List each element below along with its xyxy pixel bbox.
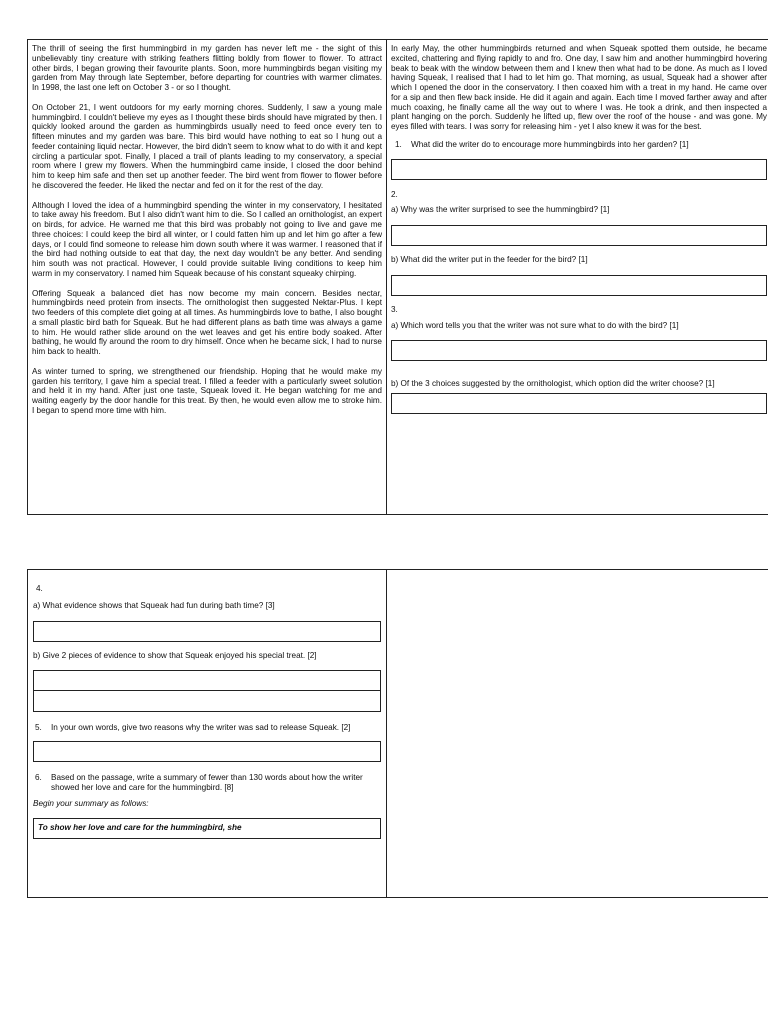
question-5-text: In your own words, give two reasons why the writer was sad to release Squeak. [2] bbox=[51, 723, 351, 733]
question-2a-text: a) Why was the writer surprised to see the hummingbird? [1] bbox=[391, 205, 610, 215]
passage-paragraph: Although I loved the idea of a hummingbird spending the winter in my conservatory, I hesitated to take away his freedom. But I also didn't want him to die. So I called an ornithologist, an expert on birds, for advice. He warned me that this bird was probably not going to live and gave me three choices: I could keep the bird all winter, or I could fatten him up and let him go after a few days, or I could find someone to release him down south where it was warmer. I reasoned that if the bird had nothing outside to eat that day, the next day wouldn't be any better. And sending him south was not practical. However, I could provide suitable living conditions to keep him warm in my conservatory. I named him Squeak because of his constant squeaky chirping. bbox=[32, 200, 382, 278]
answer-box-q1[interactable] bbox=[391, 159, 767, 180]
question-5-number: 5. bbox=[35, 723, 42, 733]
summary-lead-text: To show her love and care for the hummingbird, she bbox=[38, 823, 242, 833]
answer-box-q4a[interactable] bbox=[33, 621, 381, 642]
question-2b-text: b) What did the writer put in the feeder for the bird? [1] bbox=[391, 255, 588, 264]
question-1-number: 1. bbox=[395, 139, 402, 149]
question-6 bbox=[35, 773, 381, 793]
answer-box-q3b[interactable] bbox=[391, 393, 767, 414]
summary-answer-box[interactable] bbox=[33, 818, 381, 839]
question-6-text: Based on the passage, write a summary of fewer than 130 words about how the writer showed her love and care for the hummingbird. [8] bbox=[51, 773, 363, 792]
answer-box-q5[interactable] bbox=[33, 741, 381, 762]
worksheet-page-2 bbox=[27, 569, 768, 898]
passage-column bbox=[28, 40, 386, 514]
questions-column bbox=[28, 570, 386, 897]
question-1-text: What did the writer do to encourage more hummingbirds into her garden? [1] bbox=[411, 139, 689, 149]
question-4a-text: a) What evidence shows that Squeak had fun during bath time? [3] bbox=[33, 600, 275, 610]
answer-box-q3a[interactable] bbox=[391, 340, 767, 361]
passage-paragraph: As winter turned to spring, we strengthened our friendship. Hoping that he would make my garden his territory, I gave him a special treat. I filled a feeder with a particularly sweet solution and held it in my hand. After just one taste, Squeak loved it. He began watching for me and waiting eagerly by the door handle for this treat. By then, he would even allow me to stroke him. I began to spend more time with him. bbox=[32, 366, 382, 415]
passage-paragraph: On October 21, I went outdoors for my early morning chores. Suddenly, I saw a young male hummingbird. I couldn't believe my eyes as I thought these birds should have migrated by then. I quickly looked around the garden as hummingbirds usually need to feed once every ten to fifteen minutes and my garden was bare. This bird would have nothing to eat so I hung out a feeder containing liquid nectar. However, the bird didn't seem to know what to do with it and kept circling a particular spot. Finally, I placed a trail of plants leading to my conservatory, a special room where I grew my flowers. When the hummingbird came inside, I closed the door behind him to keep him safe and then set up another feeder. The bird went from flower to flower before he discovered the feeder. He liked the nectar and fed on it for the rest of the day. bbox=[32, 102, 382, 190]
question-3-number: 3. bbox=[391, 304, 398, 314]
passage-paragraph: The thrill of seeing the first hummingbird in my garden has never left me - the sight of this unbelievably tiny creature with striking feathers flitting boldly from flower to flower. To attract other birds, I began growing their favourite plants. Soon, more hummingbirds began visiting my garden from May through late September, before departing for countries with warmer climates. In 1998, the last one left on October 3 - or so I thought. bbox=[32, 44, 382, 92]
passage-paragraph: Offering Squeak a balanced diet has now become my main concern. Besides nectar, hummingbirds need protein from insects. The ornithologist then suggested Nektar-Plus. I kept two feeders of this complete diet going at all times. As hummingbirds love to bathe, I also bought a small plastic bird bath for Squeak. But he had different plans as bath time was always a game to him. He would rather slide around on the wet leaves and get his entire body soaked. After bathing, he would fly around the room to dry himself. Once when he became sick, I had to nurse him back to health. bbox=[32, 288, 382, 356]
question-2-number: 2. bbox=[391, 189, 398, 199]
answer-box-q4b-1[interactable] bbox=[33, 670, 381, 691]
summary-instruction: Begin your summary as follows: bbox=[33, 798, 149, 808]
question-6-number: 6. bbox=[35, 773, 42, 782]
blank-column bbox=[387, 570, 768, 897]
question-3b-text: b) Of the 3 choices suggested by the ornithologist, which option did the writer choose? [1] bbox=[391, 379, 715, 389]
question-4b-text: b) Give 2 pieces of evidence to show that Squeak enjoyed his special treat. [2] bbox=[33, 650, 317, 660]
worksheet-page-1 bbox=[27, 39, 768, 515]
passage-continued-paragraph: In early May, the other hummingbirds returned and when Squeak spotted them outside, he became excited, chattering and flying rapidly to and fro. One day, I saw him and another hummingbird hovering beak to beak with the window between them and I knew then what had to be done. As much as I loved having Squeak, I realised that I had to let him go. That morning, as usual, Squeak had a shower after which I opened the door in the conservatory. I then coaxed him with a treat in my hand. He came over for a sip and then flew back inside. He did it again and again. Each time I moved farther away and after much coaxing, he finally came all the way out to where I was. He took a drink, and then inspected a plant hanging on the porch. Suddenly he lifted up, flew over the roof of the house - and was gone. My eyes filled with tears. I was sorry for releasing him - yet I also knew it was for the best. bbox=[391, 44, 767, 131]
question-1 bbox=[395, 140, 767, 150]
answer-box-q2a[interactable] bbox=[391, 225, 767, 246]
question-4-number: 4. bbox=[36, 584, 43, 593]
question-3a-text: a) Which word tells you that the writer was not sure what to do with the bird? [1] bbox=[391, 320, 679, 330]
answer-box-q4b-2[interactable] bbox=[33, 691, 381, 712]
question-5 bbox=[35, 723, 381, 733]
questions-column bbox=[387, 40, 768, 514]
answer-box-q2b[interactable] bbox=[391, 275, 767, 296]
